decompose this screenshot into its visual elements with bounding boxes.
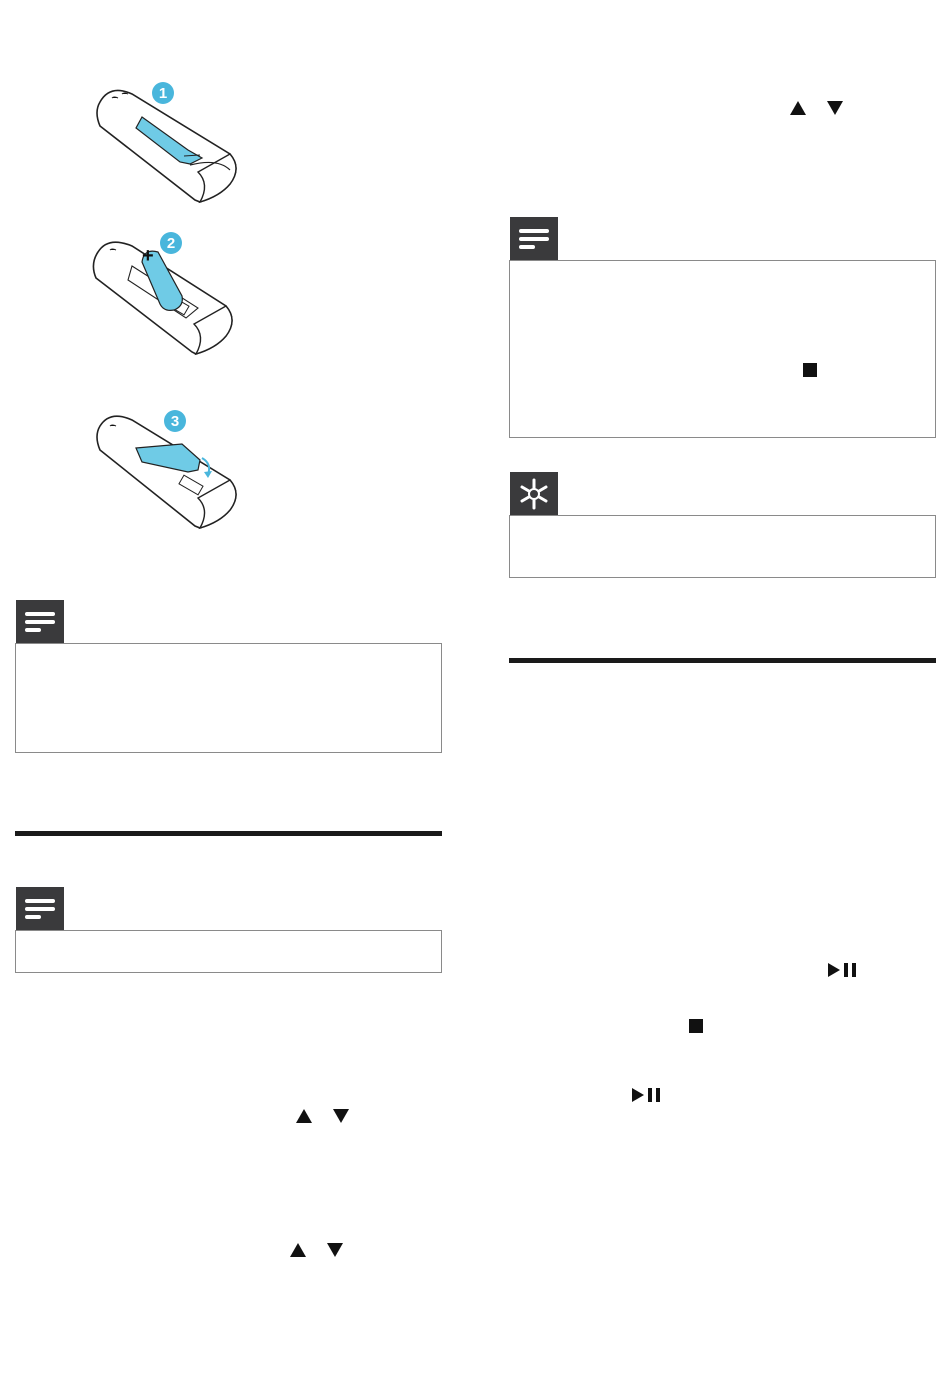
stop-square-icon <box>800 360 820 380</box>
note-lines-icon <box>510 217 558 261</box>
note-box-left-2 <box>15 930 442 973</box>
stop-square-icon <box>686 1016 706 1036</box>
note-lines-icon <box>16 887 64 931</box>
note-box-left-1 <box>15 643 442 753</box>
step-badge-2: 2 <box>160 232 182 254</box>
note-tab-left-2 <box>16 887 64 931</box>
triangle-up-icon <box>788 98 808 118</box>
triangle-up-icon <box>294 1106 314 1126</box>
note-box-right <box>509 260 936 438</box>
step-badge-3: 3 <box>164 410 186 432</box>
battery-plus-sign: + <box>142 245 154 267</box>
remote-illustration-step-2 <box>70 222 260 372</box>
tip-tab-right <box>510 472 558 516</box>
play-pause-icon <box>630 1086 666 1104</box>
play-pause-icon <box>826 961 862 979</box>
section-rule-right <box>509 658 936 663</box>
triangle-up-icon <box>288 1240 308 1260</box>
note-tab-left-1 <box>16 600 64 644</box>
triangle-down-icon <box>825 98 845 118</box>
asterisk-tip-icon <box>510 472 558 516</box>
remote-illustration-step-1 <box>70 72 260 222</box>
remote-illustration-step-3 <box>70 398 260 548</box>
step-badge-1: 1 <box>152 82 174 104</box>
note-lines-icon <box>16 600 64 644</box>
note-tab-right <box>510 217 558 261</box>
tip-box-right <box>509 515 936 578</box>
triangle-down-icon <box>325 1240 345 1260</box>
section-rule-left <box>15 831 442 836</box>
triangle-down-icon <box>331 1106 351 1126</box>
